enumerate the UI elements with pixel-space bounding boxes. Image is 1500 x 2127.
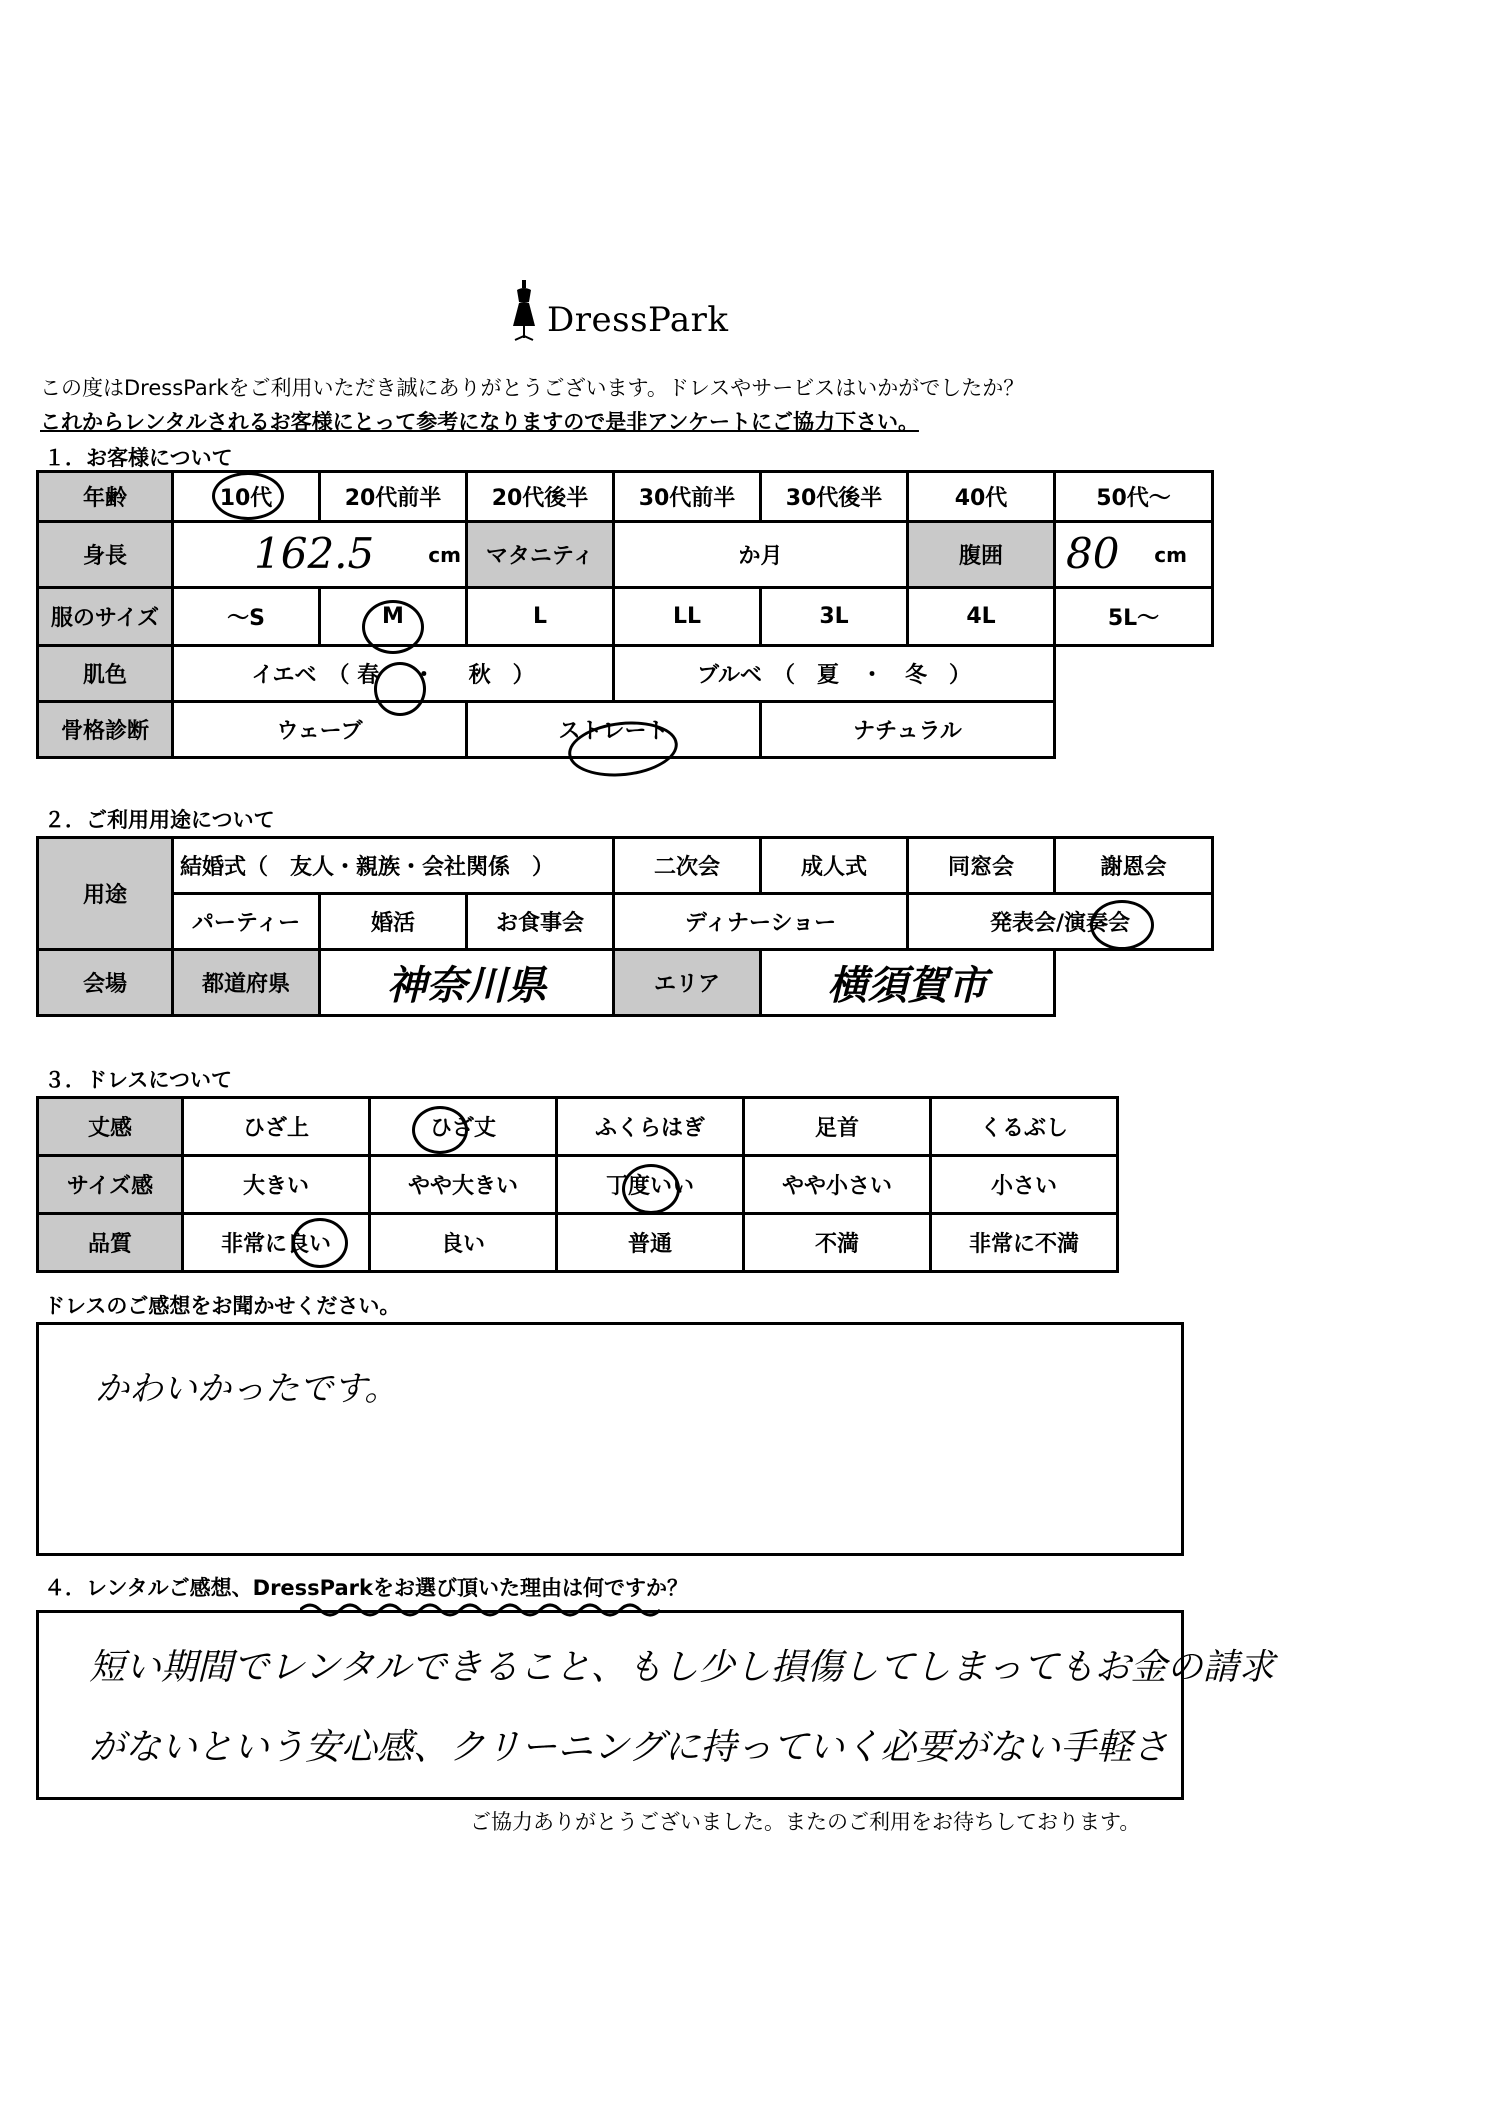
size-option[interactable]: LL (614, 588, 761, 646)
fit-label: サイズ感 (38, 1156, 183, 1214)
quality-option[interactable]: 良い (370, 1214, 557, 1272)
fit-option[interactable]: 丁度いい (557, 1156, 744, 1214)
quality-option[interactable]: 非常に良い (183, 1214, 370, 1272)
frame-label: 骨格診断 (38, 702, 173, 758)
skin-dot: ・ (412, 663, 435, 688)
reason-line-1: 短い期間でレンタルできること、もし少し損傷してしまってもお金の請求 (89, 1647, 1275, 1688)
age-option[interactable]: 30代後半 (761, 472, 908, 522)
purpose-option[interactable]: ディナーショー (614, 894, 908, 950)
size-option[interactable]: 4L (908, 588, 1055, 646)
frame-option[interactable]: ウェーブ (173, 702, 467, 758)
purpose-option[interactable]: パーティー (173, 894, 320, 950)
purpose-option[interactable]: 婚活 (320, 894, 467, 950)
selection-circle-fit (622, 1164, 680, 1214)
size-option[interactable]: ～S (173, 588, 320, 646)
size-option[interactable]: 3L (761, 588, 908, 646)
reason-line-2: がないという安心感、クリーニングに持っていく必要がない手軽さ (89, 1727, 1169, 1768)
pref-label: 都道府県 (173, 950, 320, 1016)
fit-option[interactable]: やや小さい (744, 1156, 931, 1214)
height-label: 身長 (38, 522, 173, 588)
comment-text: かわいかったです。 (95, 1369, 399, 1409)
fit-option[interactable]: 大きい (183, 1156, 370, 1214)
purpose-table (36, 836, 1214, 1017)
age-label: 年齢 (38, 472, 173, 522)
selection-circle-quality (292, 1218, 348, 1268)
quality-option[interactable]: 普通 (557, 1214, 744, 1272)
waist-cell[interactable] (1055, 522, 1213, 588)
age-option[interactable]: 10代 (173, 472, 320, 522)
purpose-option[interactable]: 結婚式（ 友人・親族・会社関係 ） (173, 838, 614, 894)
section-2-title: ２．ご利用用途について (44, 808, 275, 832)
size-option[interactable]: L (467, 588, 614, 646)
age-option[interactable]: 40代 (908, 472, 1055, 522)
skin-blue-cell[interactable]: ブルベ （ 夏 ・ 冬 ） (614, 646, 1055, 702)
selection-circle-purpose (1090, 900, 1154, 950)
section-4-title: ４．レンタルご感想、DressParkをお選び頂いた理由は何ですか？ (44, 1576, 688, 1600)
length-option[interactable]: ふくらはぎ (557, 1098, 744, 1156)
age-option[interactable]: 20代後半 (467, 472, 614, 522)
length-option[interactable]: ひざ丈 (370, 1098, 557, 1156)
length-option[interactable]: 足首 (744, 1098, 931, 1156)
selection-circle-age (212, 472, 284, 520)
age-option[interactable]: 50代～ (1055, 472, 1213, 522)
pref-value[interactable]: 神奈川県 (320, 950, 614, 1016)
fit-option[interactable]: やや大きい (370, 1156, 557, 1214)
age-option[interactable]: 20代前半 (320, 472, 467, 522)
quality-option[interactable]: 不満 (744, 1214, 931, 1272)
size-option[interactable]: 5L～ (1055, 588, 1213, 646)
purpose-option[interactable]: 同窓会 (908, 838, 1055, 894)
purpose-option[interactable]: 発表会/演奏会 (908, 894, 1213, 950)
size-option[interactable]: M (320, 588, 467, 646)
quality-option[interactable]: 非常に不満 (931, 1214, 1118, 1272)
length-option[interactable]: くるぶし (931, 1098, 1118, 1156)
area-value[interactable]: 横須賀市 (761, 950, 1055, 1016)
section-3-title: ３．ドレスについて (44, 1068, 232, 1092)
purpose-option[interactable]: 成人式 (761, 838, 908, 894)
customer-table (36, 470, 1214, 759)
height-cell[interactable] (173, 522, 467, 588)
purpose-option[interactable]: 二次会 (614, 838, 761, 894)
frame-option[interactable]: ストレート (467, 702, 761, 758)
skin-yellow-label: イエベ （ (251, 663, 350, 688)
quality-label: 品質 (38, 1214, 183, 1272)
length-option[interactable]: ひざ上 (183, 1098, 370, 1156)
height-value: 162.5 (254, 529, 375, 578)
comment-prompt: ドレスのご感想をお聞かせください。 (44, 1294, 401, 1318)
area-label: エリア (614, 950, 761, 1016)
footer-thanks: ご協力ありがとうございました。またのご利用をお待ちしております。 (470, 1810, 1141, 1834)
purpose-option[interactable]: 謝恩会 (1055, 838, 1213, 894)
waist-label: 腹囲 (908, 522, 1055, 588)
venue-label: 会場 (38, 950, 173, 1016)
dress-form-icon (505, 276, 545, 346)
selection-circle-length (412, 1106, 468, 1154)
purpose-label: 用途 (38, 838, 173, 950)
length-label: 丈感 (38, 1098, 183, 1156)
skin-label: 肌色 (38, 646, 173, 702)
selection-circle-size (362, 600, 424, 654)
skin-autumn[interactable]: 秋 ） (468, 663, 535, 688)
dress-table (36, 1096, 1119, 1273)
frame-option[interactable]: ナチュラル (761, 702, 1055, 758)
reason-box[interactable] (36, 1610, 1275, 1800)
selection-circle-skin (374, 662, 426, 716)
waist-unit: cm (1154, 543, 1187, 567)
maternity-label: マタニティ (467, 522, 614, 588)
age-option[interactable]: 30代前半 (614, 472, 761, 522)
skin-spring[interactable]: 春 (357, 663, 380, 688)
height-unit: cm (428, 543, 461, 567)
intro-line-1: この度はDressParkをご利用いただき誠にありがとうございます。ドレスやサービスはいかがでしたか？ (40, 376, 1025, 400)
comment-box[interactable] (36, 1322, 1184, 1556)
waist-value: 80 (1066, 529, 1120, 578)
size-label: 服のサイズ (38, 588, 173, 646)
purpose-option[interactable]: お食事会 (467, 894, 614, 950)
dresspark-logo (505, 276, 765, 346)
section-1-title: １．お客様について (44, 446, 233, 470)
intro-line-2: これからレンタルされるお客様にとって参考になりますので是非アンケートにご協力下さい。 (40, 410, 919, 434)
brand-name: DressPark (547, 300, 729, 340)
fit-option[interactable]: 小さい (931, 1156, 1118, 1214)
maternity-months[interactable]: か月 (614, 522, 908, 588)
